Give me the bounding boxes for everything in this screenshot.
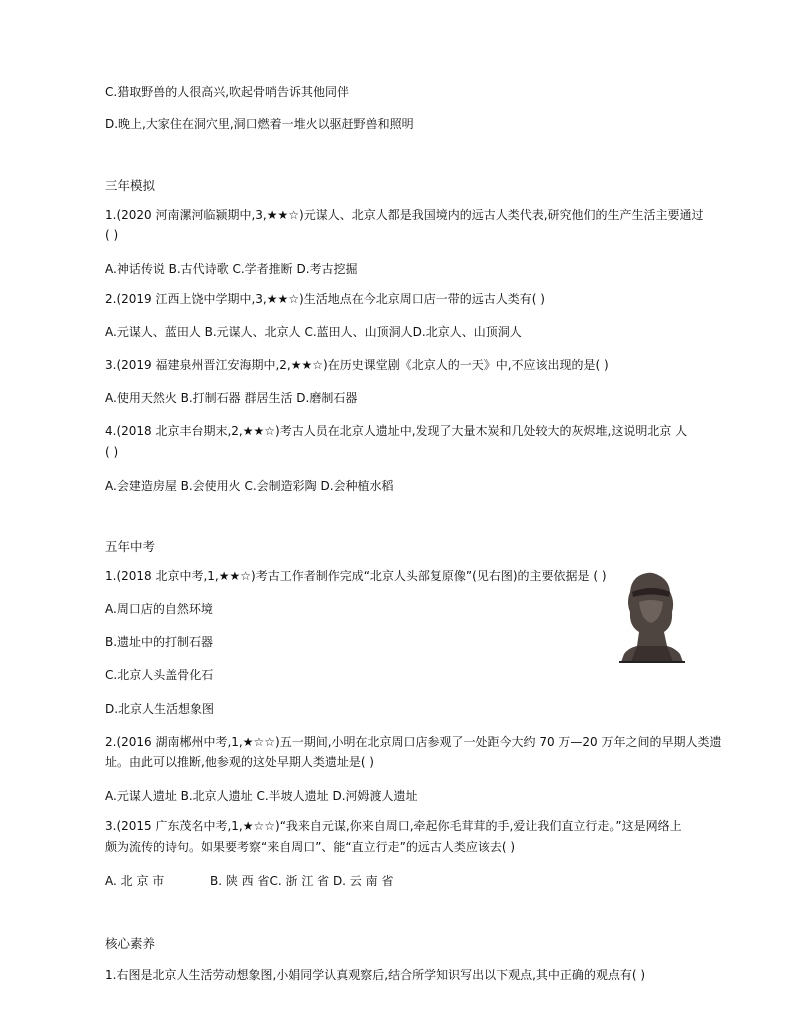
- question-stem: 1.(2020 河南漯河临颍期中,3,★★☆)元谋人、北京人都是我国境内的远古人类代表,研究他们的生产生活主要通过: [105, 208, 704, 222]
- question-options: A.神话传说 B.古代诗歌 C.学者推断 D.考古挖掘: [105, 262, 358, 276]
- section-title-hexin: 核心素养: [105, 936, 156, 951]
- section-title-sanian: 三年模拟: [105, 178, 156, 193]
- question-stem-cont: 颇为流传的诗句。如果要考察“来自周口”、能“直立行走”的远古人类应该去( ): [105, 840, 516, 854]
- question-options: A.使用天然火 B.打制石器 群居生活 D.磨制石器: [105, 391, 358, 405]
- question-stem: 2.(2019 江西上饶中学期中,3,★★☆)生活地点在今北京周口店一带的远古人类有( ): [105, 292, 545, 306]
- question-options: A.元谋人遗址 B.北京人遗址 C.半坡人遗址 D.河姆渡人遗址: [105, 789, 418, 803]
- question-stem-cont: 址。由此可以推断,他参观的这处早期人类遗址是( ): [105, 755, 374, 769]
- section-title-wunian: 五年中考: [105, 539, 156, 554]
- question-stem-bracket: ( ): [105, 445, 119, 459]
- question-options: A.元谋人、蓝田人 B.元谋人、北京人 C.蓝田人、山顶洞人D.北京人、山顶洞人: [105, 325, 522, 339]
- question-stem: 2.(2016 湖南郴州中考,1,★☆☆)五一期间,小明在北京周口店参观了一处距今大约 70 万—20 万年之间的早期人类遗: [105, 735, 722, 749]
- question-stem: 3.(2015 广东茂名中考,1,★☆☆)“我来自元谋,你来自周口,牵起你毛茸茸的手,爱让我们直立行走。”这是网络上: [105, 819, 682, 833]
- peking-man-bust-image: [617, 566, 687, 664]
- question-stem: 1.(2018 北京中考,1,★★☆)考古工作者制作完成“北京人头部复原像”(见右图)的主要依据是 ( ): [105, 569, 607, 583]
- question-stem-bracket: ( ): [105, 228, 119, 242]
- question-stem: 1.右图是北京人生活劳动想象图,小娟同学认真观察后,结合所学知识写出以下观点,其中正确的观点有( ): [105, 968, 646, 982]
- question-options: B. 陕 西 省C. 浙 江 省 D. 云 南 省: [210, 874, 394, 888]
- option-a: A. 北 京 市: [105, 874, 165, 888]
- option-c: C.北京人头盖骨化石: [105, 668, 214, 682]
- question-options: A.会建造房屋 B.会使用火 C.会制造彩陶 D.会种植水稻: [105, 479, 394, 493]
- option-a: A.周口店的自然环境: [105, 602, 213, 616]
- option-d: D.北京人生活想象图: [105, 702, 215, 716]
- question-stem: 3.(2019 福建泉州晋江安海期中,2,★★☆)在历史课堂剧《北京人的一天》中,不应该出现的是( ): [105, 358, 609, 372]
- option-d: D.晚上,大家住在洞穴里,洞口燃着一堆火以驱赶野兽和照明: [105, 117, 414, 131]
- question-stem: 4.(2018 北京丰台期末,2,★★☆)考古人员在北京人遗址中,发现了大量木炭和几处较大的灰烬堆,这说明北京 人: [105, 424, 688, 438]
- option-c: C.猎取野兽的人很高兴,吹起骨哨告诉其他同伴: [105, 85, 350, 99]
- option-b: B.遗址中的打制石器: [105, 635, 214, 649]
